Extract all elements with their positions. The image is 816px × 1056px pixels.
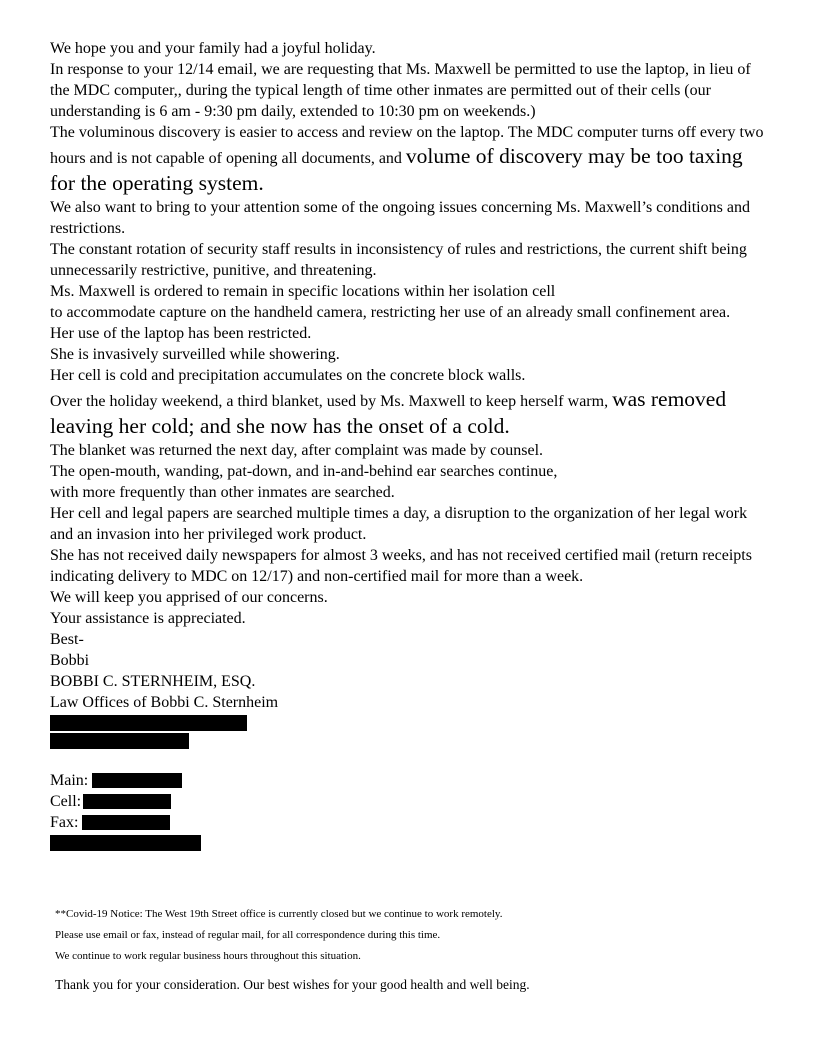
redacted-phone-cell <box>83 794 171 809</box>
covid-notice-line-1: **Covid-19 Notice: The West 19th Street office is currently closed but we continue to work remotely. <box>55 908 503 920</box>
paragraph-text: The voluminous discovery is easier to access and review on the laptop. The MDC computer turns off every two hours and is not capable of opening all documents, and <box>50 124 764 167</box>
paragraph-apprised: We will keep you apprised of our concerns. <box>50 589 328 606</box>
paragraph-blanket-returned: The blanket was returned the next day, after complaint was made by counsel. <box>50 442 544 459</box>
paragraph-text: Over the holiday weekend, a third blanket, used by Ms. Maxwell to keep herself warm, <box>50 393 613 410</box>
redacted-address-line-1 <box>50 715 247 731</box>
paragraph-laptop-request: In response to your 12/14 email, we are requesting that Ms. Maxwell be permitted to use the laptop, in lieu of the MDC computer,, during the typical length of time other inmates are permitted out of their cells (our understanding is 6 am - 9:30 pm daily, extended to 10:30 pm on weekends.) <box>50 61 751 120</box>
redacted-phone-fax <box>82 815 170 830</box>
emphasized-text-blanket: was removed leaving her cold; and she now has the onset of a cold. <box>50 387 727 438</box>
paragraph-handheld-camera: to accommodate capture on the handheld camera, restricting her use of an already small confinement area. <box>50 304 731 321</box>
paragraph-mail: She has not received daily newspapers for almost 3 weeks, and has not received certified mail (return receipts indicating delivery to MDC on 12/17) and non-certified mail for more than a week. <box>50 547 752 585</box>
redacted-phone-main <box>92 773 182 788</box>
contact-line-main <box>50 770 766 791</box>
paragraph-isolation-cell: Ms. Maxwell is ordered to remain in specific locations within her isolation cell <box>50 283 556 300</box>
contact-line-fax <box>50 812 766 833</box>
paragraph-cell-searches: Her cell and legal papers are searched multiple times a day, a disruption to the organization of her legal work and an invasion into her privileged work product. <box>50 505 748 543</box>
paragraph-cold-cell: Her cell is cold and precipitation accumulates on the concrete block walls. <box>50 367 526 384</box>
footer-closing: Thank you for your consideration. Our best wishes for your good health and well being. <box>55 977 530 992</box>
paragraph-ongoing-issues: We also want to bring to your attention some of the ongoing issues concerning Ms. Maxwell’s conditions and restrictions. <box>50 199 750 237</box>
letter-footer <box>50 909 766 993</box>
contact-line-cell <box>50 791 766 812</box>
paragraph-searches-frequency: with more frequently than other inmates are searched. <box>50 484 395 501</box>
signature-firm: Law Offices of Bobbi C. Sternheim <box>50 694 279 711</box>
paragraph-security-staff: The constant rotation of security staff results in inconsistency of rules and restrictions, the current shift being unnecessarily restrictive, punitive, and threatening. <box>50 241 747 279</box>
paragraph-surveillance: She is invasively surveilled while showering. <box>50 346 340 363</box>
paragraph-blanket <box>50 386 766 440</box>
paragraph-assistance: Your assistance is appreciated. <box>50 610 246 627</box>
paragraph-discovery <box>50 122 766 197</box>
covid-notice-line-2: Please use email or fax, instead of regular mail, for all correspondence during this time. <box>55 929 441 941</box>
contact-label-main: Main: <box>50 772 89 789</box>
redacted-address-line-2 <box>50 733 189 749</box>
closing-name: Bobbi <box>50 652 90 669</box>
signature-name: BOBBI C. STERNHEIM, ESQ. <box>50 673 256 690</box>
spacer <box>50 749 766 770</box>
closing-best: Best- <box>50 631 84 648</box>
redacted-email-line <box>50 835 201 851</box>
paragraph-laptop-restricted: Her use of the laptop has been restricted. <box>50 325 312 342</box>
paragraph-greeting: We hope you and your family had a joyful holiday. <box>50 40 376 57</box>
contact-label-cell: Cell: <box>50 793 82 810</box>
paragraph-searches: The open-mouth, wanding, pat-down, and in-and-behind ear searches continue, <box>50 463 558 480</box>
emphasized-text-discovery: volume of discovery may be too taxing for the operating system. <box>50 144 743 195</box>
covid-notice-line-3: We continue to work regular business hours throughout this situation. <box>55 950 361 962</box>
contact-label-fax: Fax: <box>50 814 79 831</box>
